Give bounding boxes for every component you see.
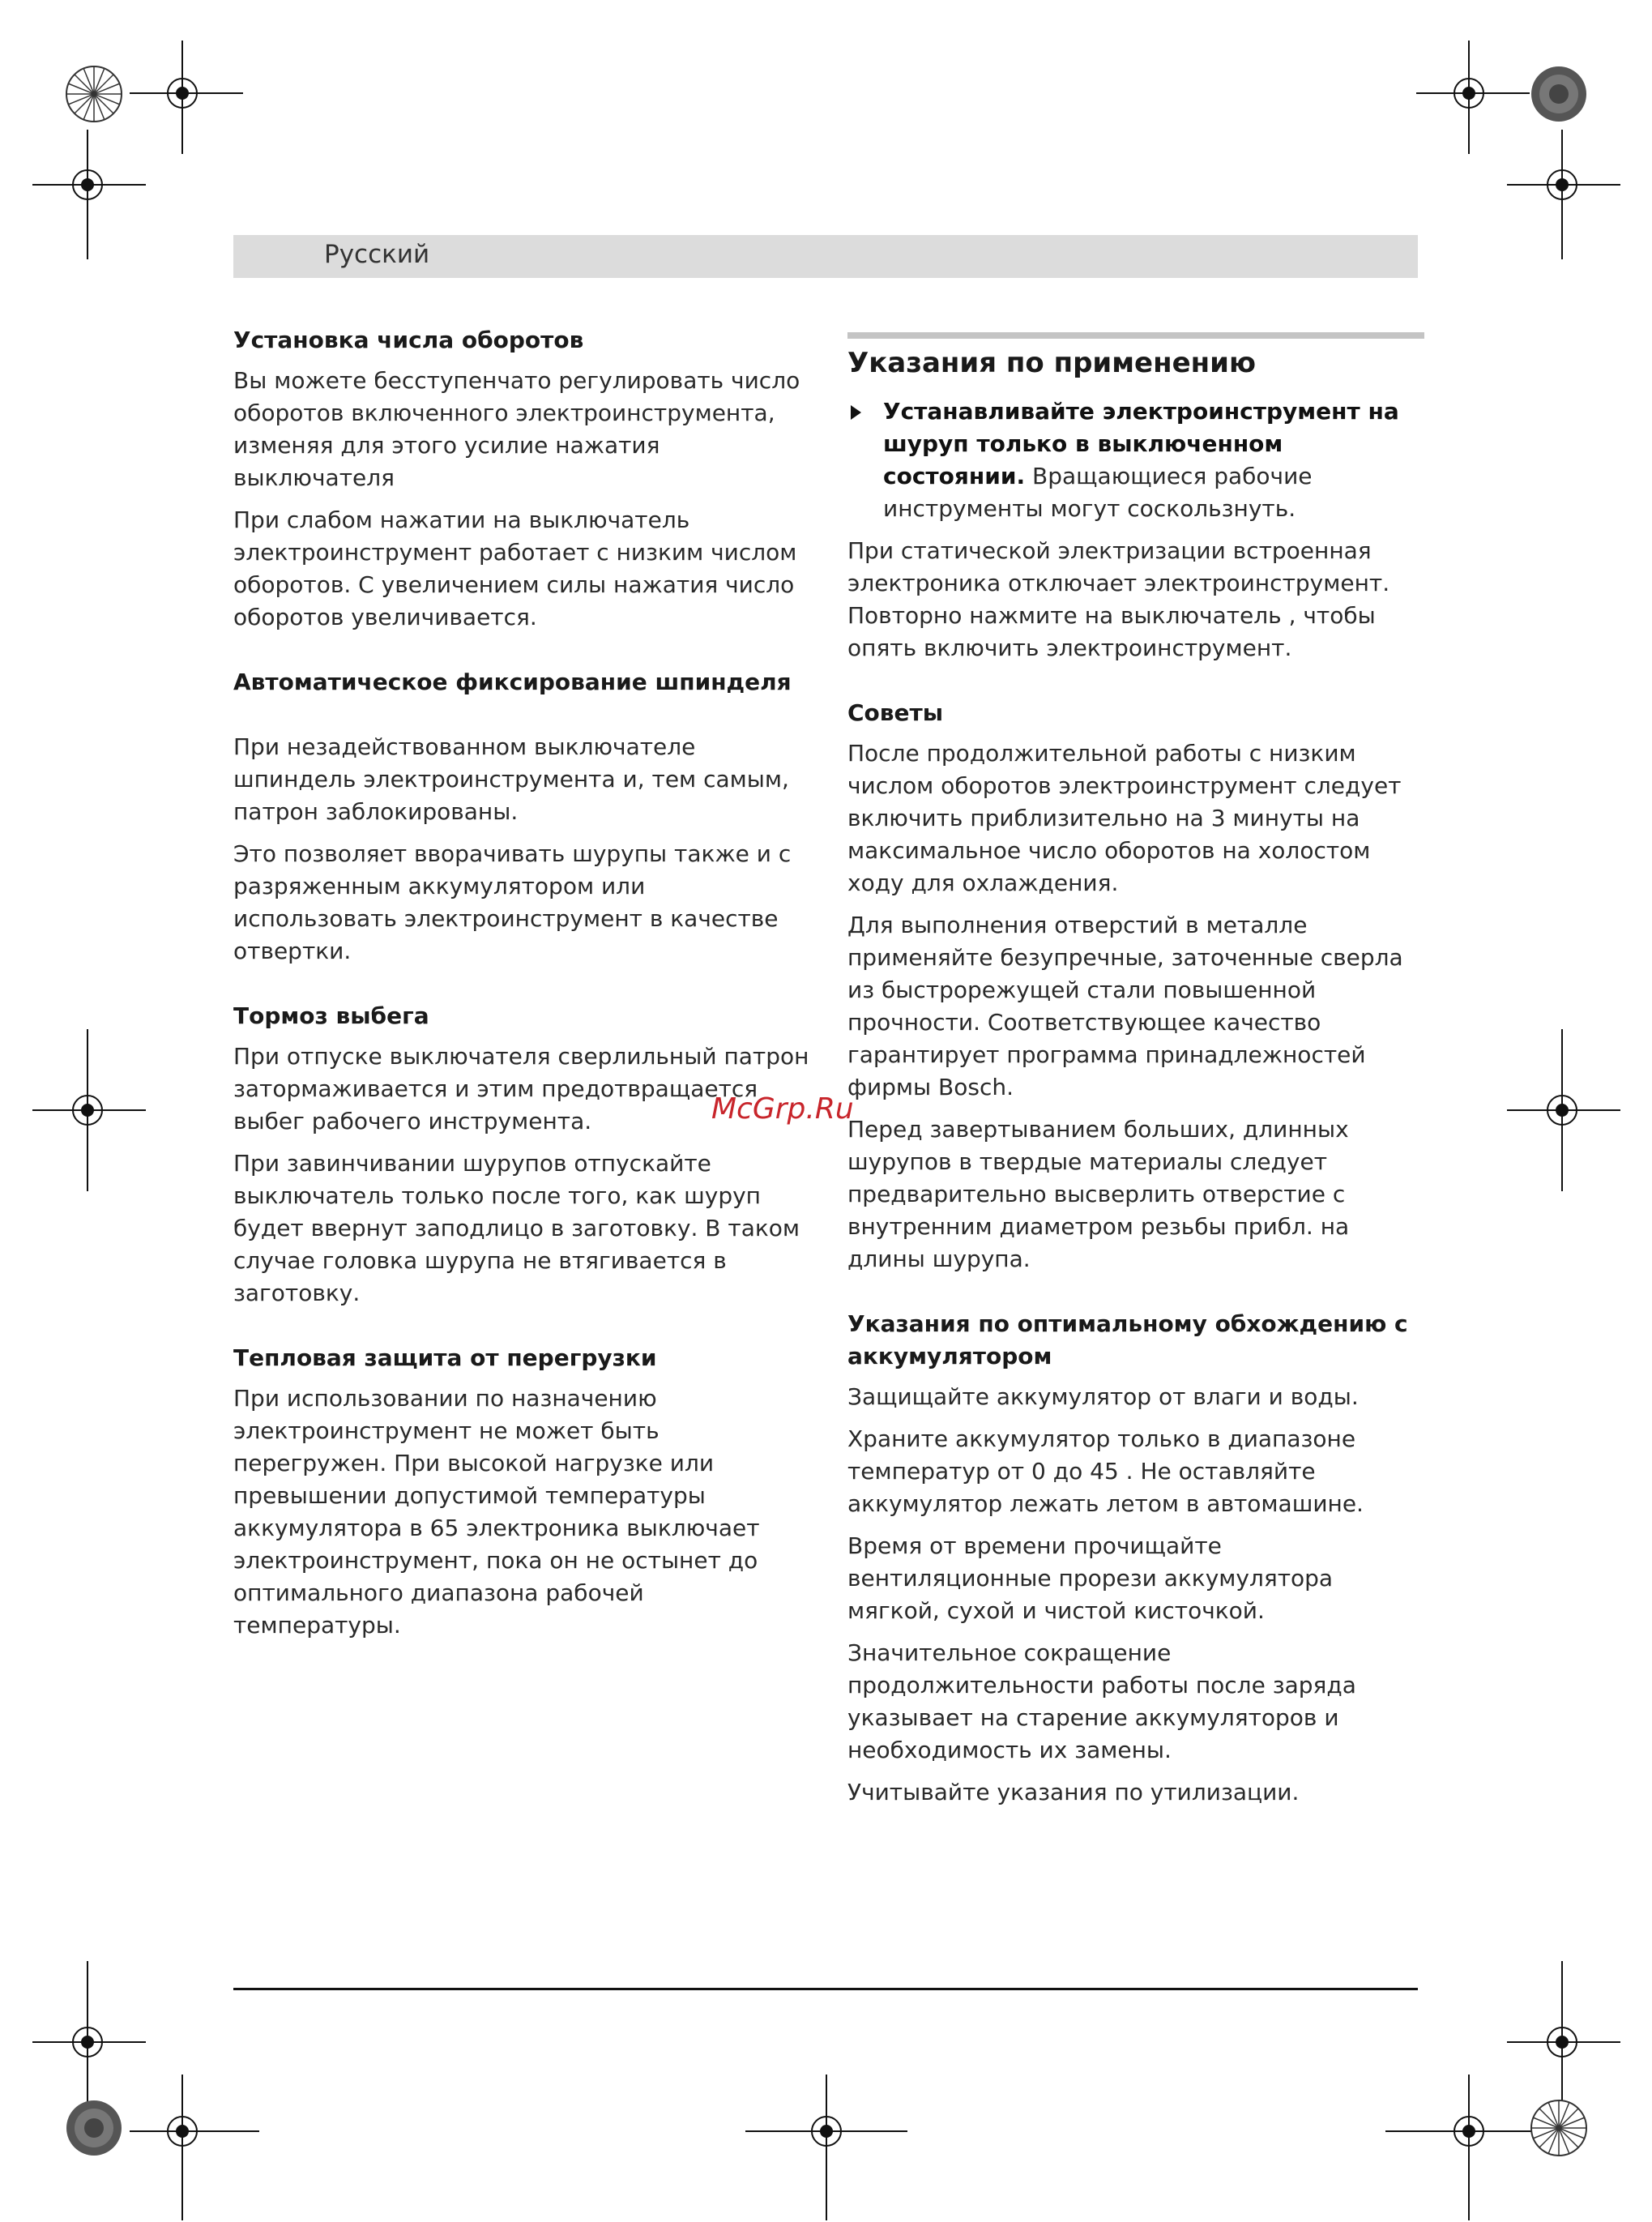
- registration-mark-top-right-b: [1507, 130, 1620, 259]
- registration-mark-top-left-a: [130, 41, 243, 154]
- brake-paragraph-1: При отпуске выключателя сверлильный патрон затормаживается и этим предотвращается выбег рабочего инструмента.: [233, 1043, 809, 1135]
- registration-mark-mid-right: [1507, 1029, 1620, 1191]
- tips-heading: Советы: [847, 699, 944, 726]
- thermal-paragraph-1: При использовании по назначению электроинструмент не может быть перегружен. При высокой нагрузке или превышении допустимой температуры аккумулятора в 65 электроника выключает электроинструмент, пока он не остынет до оптимального диапазона рабочей температуры.: [233, 1385, 760, 1639]
- rosette-top-left: [65, 65, 123, 123]
- brake-paragraph-2: При завинчивании шурупов отпускайте выключатель только после того, как шуруп будет ввернут заподлицо в заготовку. В таком случае головка шурупа не втягивается в заготовку.: [233, 1150, 800, 1306]
- watermark: McGrp.Ru: [711, 1092, 854, 1126]
- rosette-bottom-left: [65, 2099, 123, 2157]
- speed-paragraph-1: Вы можете бесступенчато регулировать число оборотов включенного электроинструмента, изменяя для этого усилие нажатия выключателя: [233, 367, 800, 491]
- registration-mark-bottom-right-b: [1507, 1961, 1620, 2107]
- spindle-heading: Автоматическое фиксирование шпинделя: [233, 669, 792, 695]
- spindle-paragraph-2: Это позволяет вворачивать шурупы также и с разряженным аккумулятором или использовать электроинструмент в качестве отвертки.: [233, 840, 792, 964]
- rosette-bottom-right: [1530, 2099, 1588, 2157]
- footer-rule: [233, 1988, 1418, 1990]
- language-header-bar: [233, 235, 1418, 278]
- usage-warning-bullet: [847, 395, 1424, 525]
- usage-paragraph-1: При статической электризации встроенная электроника отключает электроинструмент. Повторно нажмите на выключатель , чтобы опять включить электроинструмент.: [847, 537, 1390, 661]
- brake-heading: Тормоз выбега: [233, 1002, 429, 1029]
- registration-mark-bottom-center: [745, 2075, 907, 2220]
- registration-mark-bottom-left-b: [130, 2075, 259, 2220]
- battery-paragraph-1: Защищайте аккумулятор от влаги и воды.: [847, 1383, 1359, 1410]
- usage-warning-bold: Устанавливайте электроинструмент на шуруп только в выключенном состоянии.: [883, 398, 1399, 489]
- battery-paragraph-4: Значительное сокращение продолжительности работы после заряда указывает на старение аккумуляторов и необходимость их замены.: [847, 1639, 1356, 1763]
- battery-paragraph-3: Время от времени прочищайте вентиляционные прорези аккумулятора мягкой, сухой и чистой кисточкой.: [847, 1532, 1334, 1624]
- speed-heading: Установка числа оборотов: [233, 327, 584, 353]
- left-column: [233, 324, 810, 1652]
- registration-mark-mid-left: [32, 1029, 146, 1191]
- spindle-paragraph-1: При незадействованном выключателе шпиндель электроинструмента и, тем самым, патрон заблокированы.: [233, 733, 789, 825]
- tips-paragraph-3: Перед завертыванием больших, длинных шурупов в твердые материалы следует предварительно высверлить отверстие с внутренним диаметром резьбы прибл. на длины шурупа.: [847, 1116, 1350, 1272]
- tips-paragraph-2: Для выполнения отверстий в металле применяйте безупречные, заточенные сверла из быстрорежущей стали повышенной прочности. Соответствующее качество гарантирует программа принадлежностей фирмы Bosch.: [847, 912, 1403, 1100]
- right-column: [847, 332, 1424, 1818]
- registration-mark-top-left-b: [32, 130, 146, 259]
- battery-heading: Указания по оптимальному обхождению с аккумулятором: [847, 1310, 1408, 1370]
- tips-paragraph-1: После продолжительной работы с низким числом оборотов электроинструмент следует включить приблизительно на 3 минуты на максимальное число оборотов на холостом ходу для охлаждения.: [847, 740, 1402, 896]
- language-label: Русский: [324, 240, 430, 269]
- battery-paragraph-2: Храните аккумулятор только в диапазоне температур от 0 до 45 . Не оставляйте аккумулятор лежать летом в автомашине.: [847, 1425, 1364, 1517]
- usage-warning-text: Вращающиеся рабочие инструменты могут соскользнуть.: [883, 463, 1313, 522]
- usage-section-title: Указания по применению: [847, 332, 1424, 381]
- battery-paragraph-5: Учитывайте указания по утилизации.: [847, 1779, 1300, 1805]
- bullet-triangle-icon: [851, 405, 861, 420]
- registration-mark-bottom-left-a: [32, 1961, 146, 2107]
- thermal-heading: Тепловая защита от перегрузки: [233, 1344, 657, 1371]
- rosette-top-right: [1530, 65, 1588, 123]
- speed-paragraph-2: При слабом нажатии на выключатель электроинструмент работает с низким числом оборотов. С увеличением силы нажатия число оборотов увеличивается.: [233, 506, 797, 630]
